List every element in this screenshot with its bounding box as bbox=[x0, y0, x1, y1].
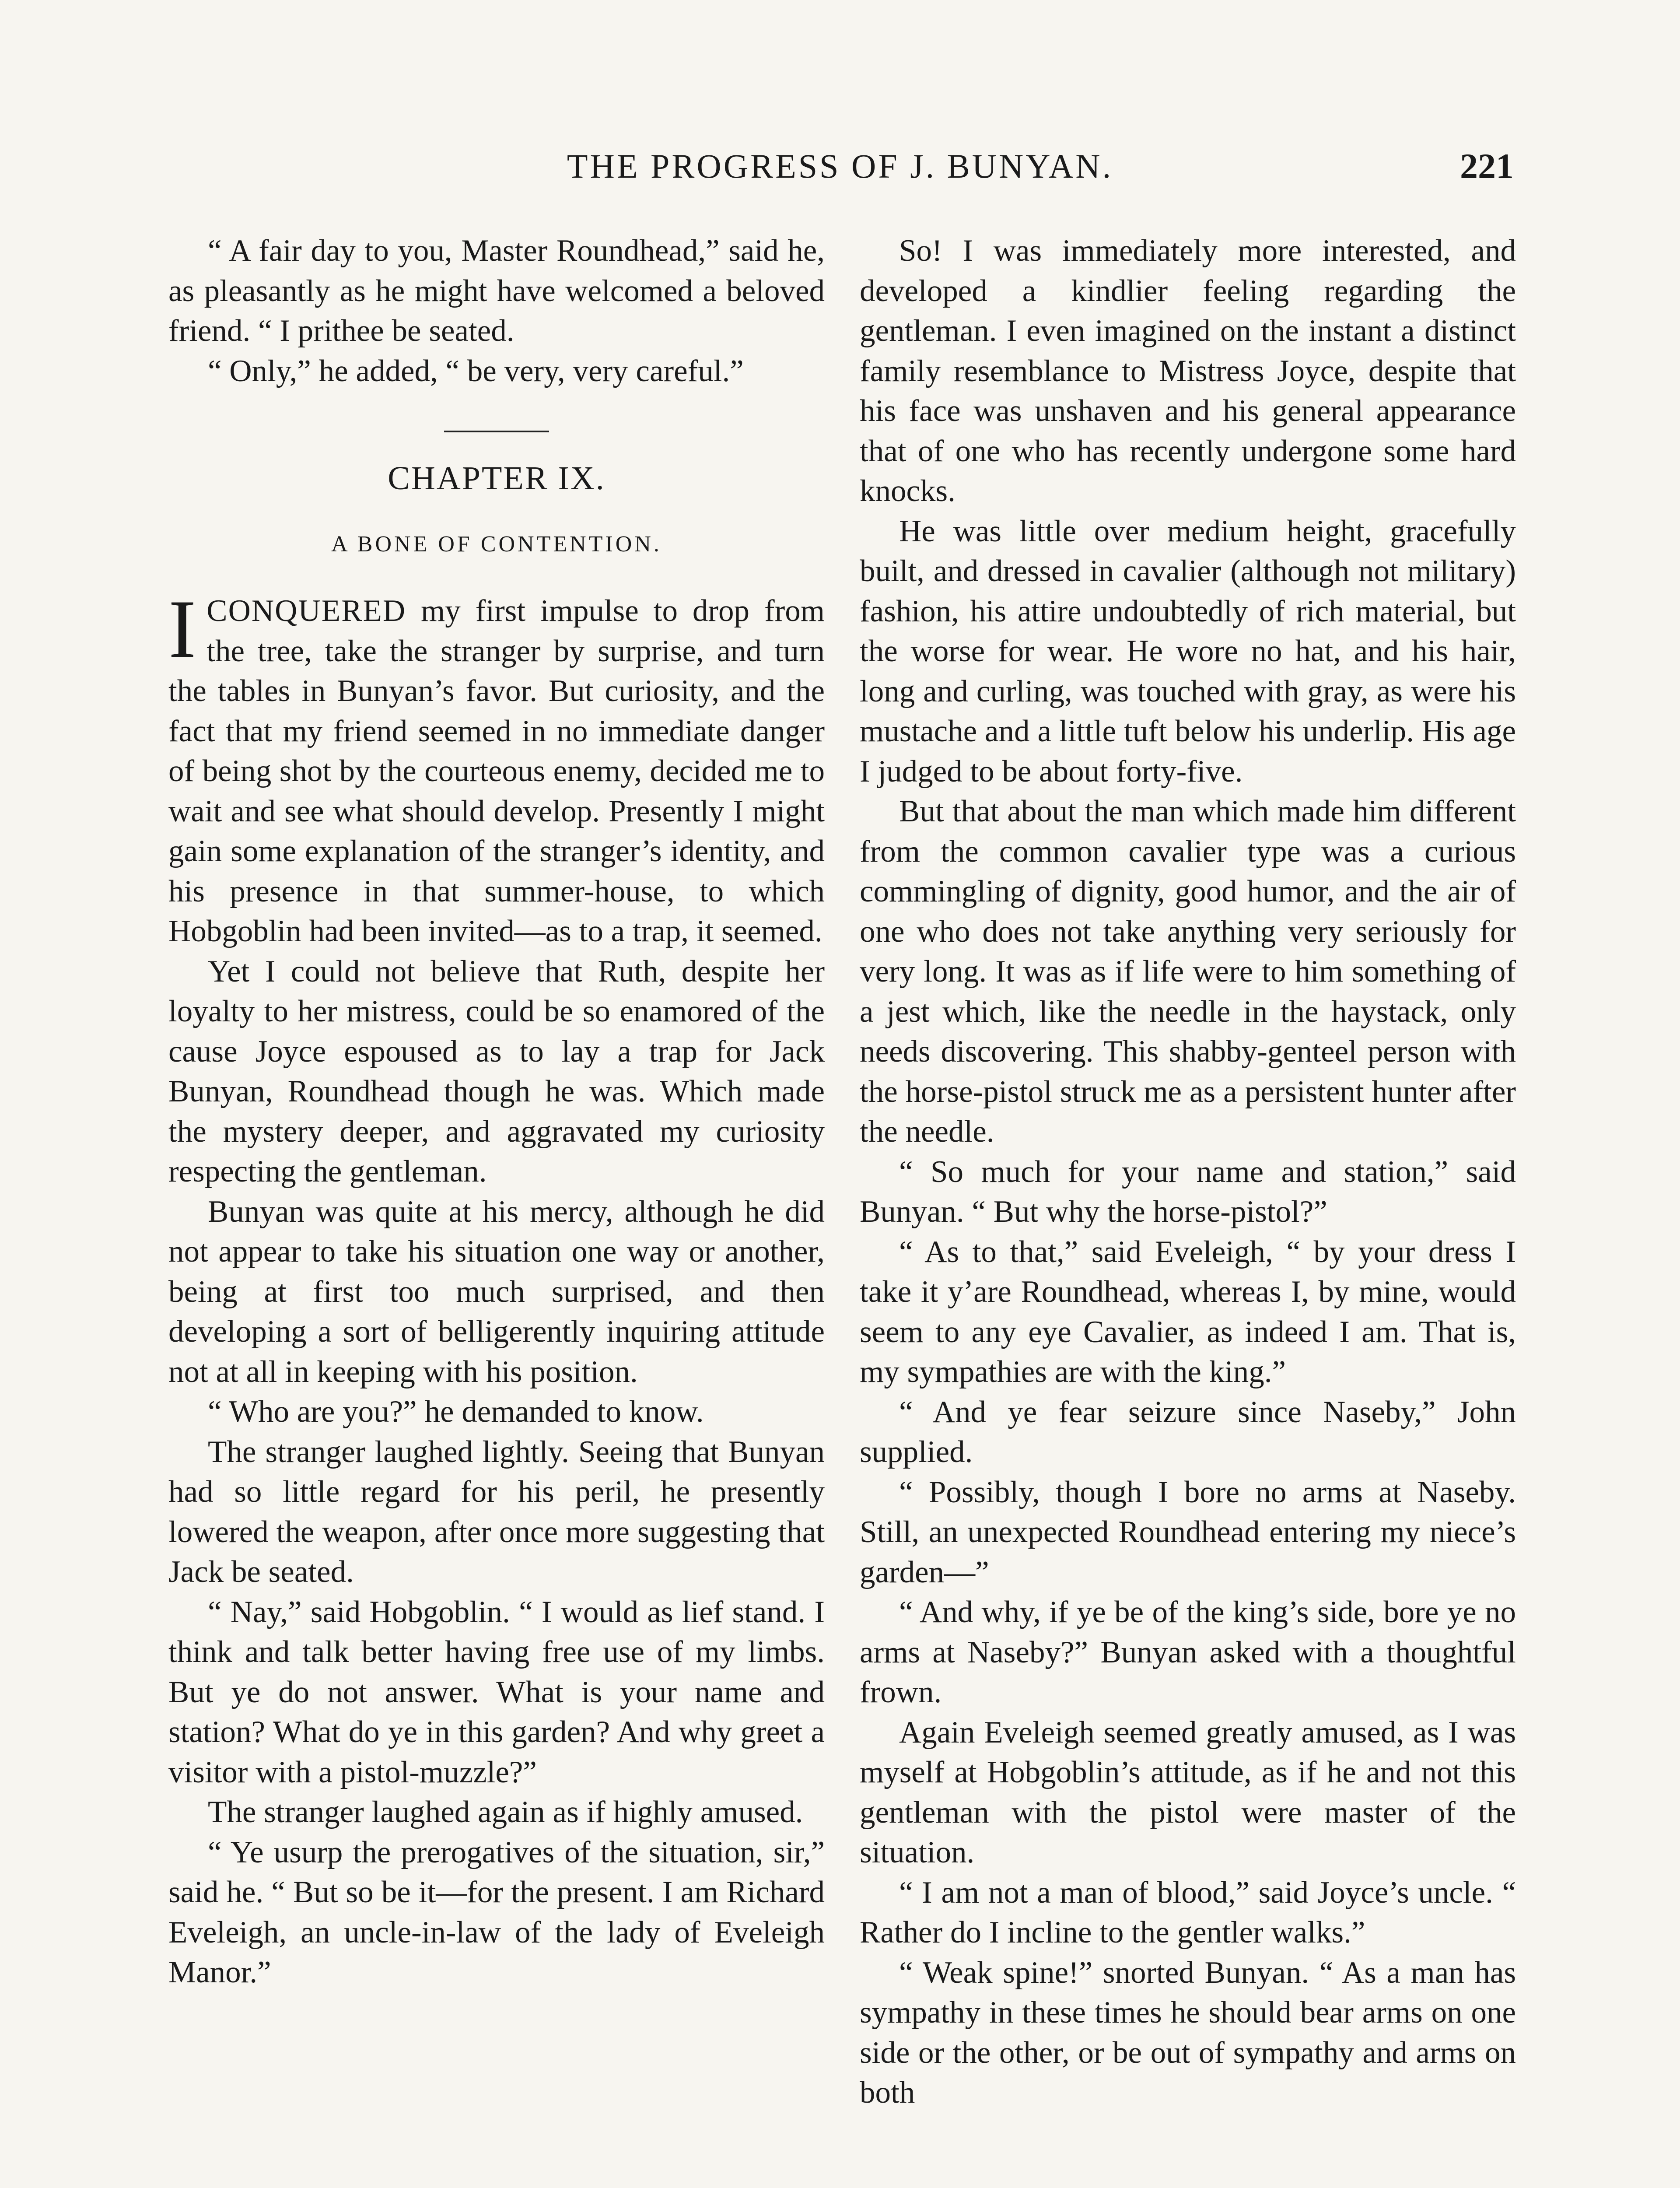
paragraph: But that about the man which made him different from the common cavalier type was a curious commingling of dignity, good humor, and the air of one who does not take anything very seriously for very long. It was as if life were to him something of a jest which, like the needle in the haystack, only needs discovering. This shabby-genteel person with the horse-pistol struck me as a persistent hunter after the needle. bbox=[860, 794, 1516, 1149]
opening-paragraph bbox=[168, 583, 825, 952]
paragraph: “ I am not a man of blood,” said Joyce’s uncle. “ Rather do I incline to the gentler walks.” bbox=[860, 1875, 1516, 1950]
drop-cap: I bbox=[168, 583, 196, 675]
page-number: 221 bbox=[1460, 146, 1514, 186]
paragraph: Again Eveleigh seemed greatly amused, as I was myself at Hobgoblin’s attitude, as if he and not this gentleman with the pistol were master of the situation. bbox=[860, 1715, 1516, 1869]
chapter-subtitle: A BONE OF CONTENTION. bbox=[331, 531, 662, 557]
left-column bbox=[168, 231, 825, 1993]
paragraph: The stranger laughed again as if highly amused. bbox=[208, 1795, 803, 1829]
opening-word: CONQUERED bbox=[206, 594, 406, 628]
paragraph: So! I was immediately more interested, and developed a kindlier feeling regarding the gentleman. I even imagined on the instant a distinct family resemblance to Mistress Joyce, despite that his face was unshaven and his general appearance that of one who has recently undergone some hard knocks. bbox=[860, 234, 1516, 508]
running-title: THE PROGRESS OF J. BUNYAN. bbox=[567, 147, 1113, 185]
section-divider bbox=[444, 431, 549, 432]
paragraph: “ As to that,” said Eveleigh, “ by your dress I take it y’are Roundhead, whereas I, by mine, would seem to any eye Cavalier, as indeed I am. That is, my sympathies are with the king.” bbox=[860, 1234, 1516, 1389]
paragraph: “ Weak spine!” snorted Bunyan. “ As a man has sympathy in these times he should bear arms on one side or the other, or be out of sympathy and arms on both bbox=[860, 1955, 1516, 2110]
paragraph: “ A fair day to you, Master Roundhead,” said he, as pleasantly as he might have welcomed a beloved friend. “ I prithee be seated. bbox=[168, 234, 825, 348]
chapter-title: CHAPTER IX. bbox=[388, 460, 606, 497]
paragraph: “ Only,” he added, “ be very, very careful.” bbox=[208, 354, 744, 388]
paragraph: “ And ye fear seizure since Naseby,” John supplied. bbox=[860, 1395, 1516, 1469]
right-column bbox=[860, 231, 1516, 2113]
paragraph: Yet I could not believe that Ruth, despite her loyalty to her mistress, could be so enamored of the cause Joyce espoused as to lay a trap for Jack Bunyan, Roundhead though he was. Which made the mystery deeper, and aggravated my curiosity respecting the gentleman. bbox=[168, 954, 825, 1189]
paragraph: “ And why, if ye be of the king’s side, bore ye no arms at Naseby?” Bunyan asked with a thoughtful frown. bbox=[860, 1595, 1516, 1709]
page-header bbox=[166, 144, 1514, 193]
opening-text: my first impulse to drop from the tree, take the stranger by surprise, and turn the tables in Bunyan’s favor. But curiosity, and the fact that my friend seemed in no immediate danger of being shot by the courteous enemy, decided me to wait and see what should develop. Presently I might gain some explanation of the stranger’s identity, and his presence in that summer-house, to which Hobgoblin had been invited—as to a trap, it seemed. bbox=[168, 594, 825, 948]
paragraph: He was little over medium height, gracefully built, and dressed in cavalier (although not military) fashion, his attire undoubtedly of rich material, but the worse for wear. He wore no hat, and his hair, long and curling, was touched with gray, as were his mustache and a little tuft below his underlip. His age I judged to be about forty-five. bbox=[860, 514, 1516, 789]
paragraph: “ Nay,” said Hobgoblin. “ I would as lief stand. I think and talk better having free use of my limbs. But ye do not answer. What is your name and station? What do ye in this garden? And why greet a visitor with a pistol-muzzle?” bbox=[168, 1595, 825, 1789]
paragraph: Bunyan was quite at his mercy, although he did not appear to take his situation one way or another, being at first too much surprised, and then developing a sort of belligerently inquiring attitude not at all in keeping with his position. bbox=[168, 1194, 825, 1389]
paragraph: “ Possibly, though I bore no arms at Naseby. Still, an unexpected Roundhead entering my niece’s garden—” bbox=[860, 1475, 1516, 1589]
paragraph: The stranger laughed lightly. Seeing that Bunyan had so little regard for his peril, he presently lowered the weapon, after once more suggesting that Jack be seated. bbox=[168, 1434, 825, 1589]
paragraph: “ Ye usurp the prerogatives of the situation, sir,” said he. “ But so be it—for the present. I am Richard Eveleigh, an uncle-in-law of the lady of Eveleigh Manor.” bbox=[168, 1835, 825, 1989]
paragraph: “ Who are you?” he demanded to know. bbox=[208, 1395, 704, 1429]
paragraph: “ So much for your name and station,” said Bunyan. “ But why the horse-pistol?” bbox=[860, 1154, 1516, 1229]
